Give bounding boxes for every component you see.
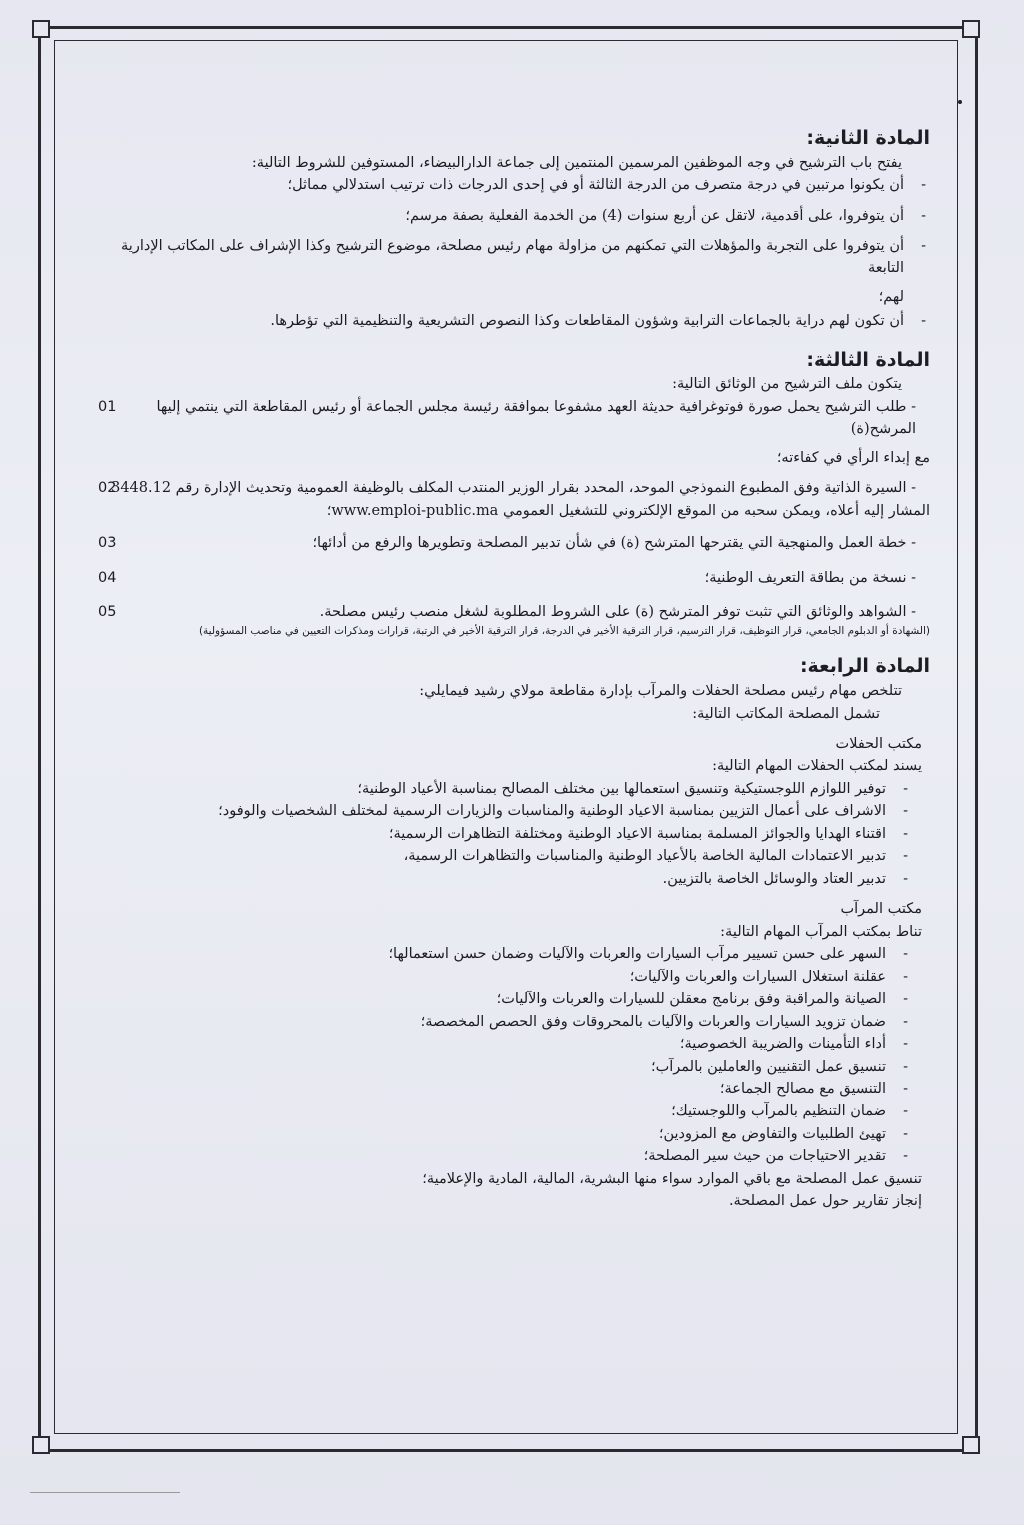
condition-item: - أن يكونوا مرتبين في درجة متصرف من الدرجة الثالثة أو في إحدى الدرجات ذات ترتيب استدلالي مماثل؛ [100, 174, 930, 196]
task-item: - ضمان التنظيم بالمرآب واللوجستيك؛ [100, 1100, 930, 1122]
task-item: - ضمان تزويد السيارات والعربات والآليات بالمحروقات وفق الحصص المخصصة؛ [100, 1011, 930, 1033]
document-item [100, 396, 930, 441]
condition-item: - أن يتوفروا على التجربة والمؤهلات التي تمكنهم من مزاولة مهام رئيس مصلحة، موضوع الترشيح وكذا الإشراف على المكاتب الإدارية التابعة [100, 235, 930, 280]
document-text: - الشواهد والوثائق التي تثبت توفر المترشح (ة) على الشروط المطلوبة لشغل منصب رئيس مصلحة. [319, 604, 916, 621]
office-heading: مكتب الحفلات [835, 735, 922, 752]
article-3-intro: يتكون ملف الترشيح من الوثائق التالية: [672, 376, 902, 393]
document-item [100, 532, 930, 554]
document-number: 04 [98, 569, 117, 586]
office-intro: يسند لمكتب الحفلات المهام التالية: [712, 758, 922, 775]
closing-item: إنجاز تقارير حول عمل المصلحة. [728, 1193, 922, 1210]
document-text: - خطة العمل والمنهجية التي يقترحها المترشح (ة) في شأن تدبير المصلحة وتطويرها والرفع من أدائها؛ [312, 535, 916, 552]
document-continuation: مع إبداء الرأي في كفاءته؛ [776, 449, 930, 466]
corner-ornament [32, 20, 50, 38]
task-item: - التنسيق مع مصالح الجماعة؛ [100, 1078, 930, 1100]
document-item [100, 601, 930, 623]
task-item: - تنسيق عمل التقنيين والعاملين بالمرآب؛ [100, 1056, 930, 1078]
footer-rule [30, 1492, 180, 1493]
document-text: - طلب الترشيح يحمل صورة فوتوغرافية حديثة العهد مشفوعا بموافقة رئيسة مجلس الجماعة أو رئيس المقاطعة التي ينتمي إليها المرشح(ة) [156, 398, 916, 438]
task-item: - تهيئ الطلبيات والتفاوض مع المزودين؛ [100, 1123, 930, 1145]
corner-ornament [962, 1436, 980, 1454]
office-intro: تناط بمكتب المرآب المهام التالية: [720, 923, 922, 940]
corner-ornament [962, 20, 980, 38]
task-item: - توفير اللوازم اللوجستيكية وتنسيق استعمالها بين مختلف المصالح بمناسبة الأعياد الوطنية؛ [100, 778, 930, 800]
condition-item: - أن تكون لهم دراية بالجماعات الترابية وشؤون المقاطعات وكذا النصوص التشريعية والتنظيمية التي تؤطرها. [100, 310, 930, 332]
document-text: - السيرة الذاتية وفق المطبوع النموذجي الموحد، المحدد بقرار الوزير المنتدب المكلف بالوظيفة العمومية وتحديث الإدارة رقم 3448.12 [111, 480, 916, 497]
article-2-intro: يفتح باب الترشيح في وجه الموظفين المرسمين المنتمين إلى جماعة الدارالبيضاء، المستوفين للشروط التالية: [251, 154, 902, 171]
task-item: - تقدير الاحتياجات من حيث سير المصلحة؛ [100, 1145, 930, 1167]
task-item: - تدبير الاعتمادات المالية الخاصة بالأعياد الوطنية والمناسبات والتظاهرات الرسمية، [100, 845, 930, 867]
task-item: - تدبير العتاد والوسائل الخاصة بالتزيين. [100, 868, 930, 890]
document-text: - نسخة من بطاقة التعريف الوطنية؛ [704, 569, 916, 586]
closing-item: تنسيق عمل المصلحة مع باقي الموارد سواء منها البشرية، المالية، المادية والإعلامية؛ [422, 1170, 922, 1187]
document-body [100, 95, 930, 1213]
task-item: - عقلنة استغلال السيارات والعربات والآليات؛ [100, 966, 930, 988]
document-number: 01 [98, 398, 117, 415]
article-4 [100, 653, 930, 1212]
document-continuation: المشار إليه أعلاه، ويمكن سحبه من الموقع الإلكتروني للتشغيل العمومي www.emploi-public.ma؛ [326, 502, 930, 519]
task-item: - الاشراف على أعمال التزيين بمناسبة الاعياد الوطنية والمناسبات والزيارات الرسمية لمختلف الشخصيات والوفود؛ [100, 800, 930, 822]
ink-dot [958, 100, 962, 104]
task-item: - السهر على حسن تسيير مرآب السيارات والعربات والآليات وضمان حسن استعمالها؛ [100, 943, 930, 965]
task-item: - اقتناء الهدايا والجوائز المسلمة بمناسبة الاعياد الوطنية ومختلفة التظاهرات الرسمية؛ [100, 823, 930, 845]
office-heading: مكتب المرآب [840, 901, 922, 918]
article-2-title: المادة الثانية: [806, 127, 930, 149]
document-note: (الشهادة أو الدبلوم الجامعي، قرار التوظيف، قرار الترسيم، قرار الترقية الأخير في الدرجة، قرار الترقية الأخير في الرتبة، قرارات ومذكرات التعيين في مناصب المسؤولية) [198, 624, 930, 637]
document-number: 03 [98, 535, 117, 552]
document-number: 05 [98, 604, 117, 621]
condition-item-continuation: لهم؛ [878, 288, 904, 305]
article-3 [100, 347, 930, 640]
article-4-intro-2: تشمل المصلحة المكاتب التالية: [692, 705, 880, 722]
article-3-title: المادة الثالثة: [806, 348, 930, 371]
condition-item: - أن يتوفروا، على أقدمية، لاتقل عن أربع سنوات (4) من الخدمة الفعلية بصفة مرسم؛ [100, 205, 930, 227]
article-4-intro: تتلخص مهام رئيس مصلحة الحفلات والمرآب بإدارة مقاطعة مولاي رشيد فيمايلي: [419, 683, 902, 700]
article-2 [100, 125, 930, 333]
document-number: 02 [98, 480, 117, 497]
document-item [100, 477, 930, 499]
task-item: - أداء التأمينات والضريبة الخصوصية؛ [100, 1033, 930, 1055]
article-4-title: المادة الرابعة: [799, 655, 930, 678]
task-item: - الصيانة والمراقبة وفق برنامج معقلن للسيارات والعربات والآليات؛ [100, 988, 930, 1010]
document-item [100, 567, 930, 589]
corner-ornament [32, 1436, 50, 1454]
